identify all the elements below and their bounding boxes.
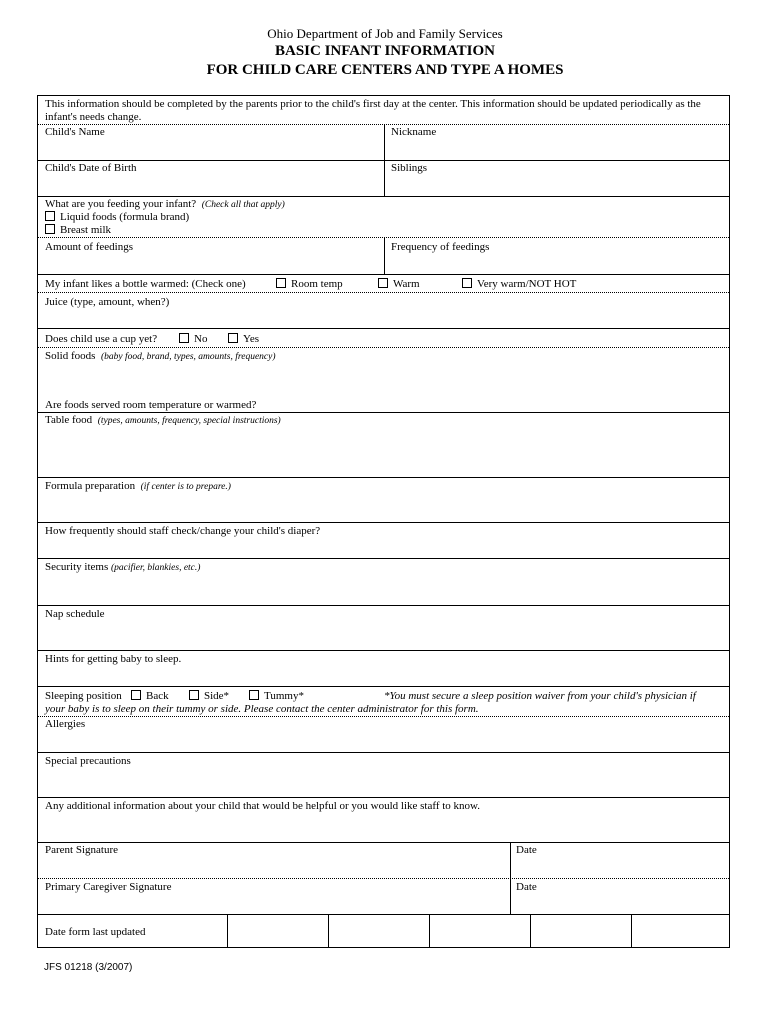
frequency-feedings-field[interactable] (385, 238, 729, 274)
bottle-warmed-row (38, 274, 729, 292)
siblings-label: Siblings (391, 162, 428, 174)
form-title-line1: BASIC INFANT INFORMATION (274, 43, 496, 59)
cup-yes-checkbox[interactable] (228, 333, 238, 343)
intro-row (38, 96, 729, 124)
date-updated-label-cell (38, 915, 227, 947)
special-precautions-row[interactable] (38, 752, 729, 797)
amount-feedings-field[interactable] (38, 238, 384, 274)
cup-question-label: Does child use a cup yet? (45, 333, 158, 345)
childs-name-field[interactable] (38, 125, 384, 160)
frequency-feedings-label: Frequency of feedings (391, 241, 490, 253)
liquid-foods-label: Liquid foods (formula brand) (60, 211, 190, 223)
side-option[interactable] (189, 690, 229, 703)
caregiver-signature-field[interactable] (38, 879, 510, 914)
formula-prep-label: Formula preparation (45, 480, 136, 492)
diaper-label: How frequently should staff check/change your child's diaper? (45, 525, 321, 537)
feeding-note: (Check all that apply) (201, 200, 285, 210)
form-number: JFS 01218 (3/2007) (44, 962, 133, 973)
parent-signature-row (38, 842, 729, 878)
allergies-row[interactable] (38, 716, 729, 752)
side-checkbox[interactable] (189, 690, 199, 700)
table-food-heading (45, 414, 281, 428)
diaper-row[interactable] (38, 522, 729, 558)
dob-label: Child's Date of Birth (45, 162, 137, 174)
dob-field[interactable] (38, 161, 384, 196)
parent-signature-label: Parent Signature (45, 844, 119, 856)
form-title-line2: FOR CHILD CARE CENTERS AND TYPE A HOMES (206, 62, 564, 78)
feeding-question (45, 198, 285, 212)
formula-prep-note: (if center is to prepare.) (140, 482, 231, 492)
hints-sleep-label: Hints for getting baby to sleep. (45, 653, 182, 665)
agency-name: Ohio Department of Job and Family Services (267, 26, 503, 41)
parent-signature-field[interactable] (38, 843, 510, 878)
security-items-row[interactable] (38, 558, 729, 605)
parent-date-field[interactable] (511, 843, 729, 878)
sleeping-position-label: Sleeping position (45, 690, 122, 702)
solid-foods-label: Solid foods (45, 350, 96, 362)
date-updated-label: Date form last updated (45, 926, 146, 938)
cup-no-option[interactable] (179, 333, 207, 346)
security-items-heading (45, 561, 200, 575)
breast-milk-label: Breast milk (60, 224, 112, 236)
room-temp-option[interactable] (276, 278, 343, 291)
breast-milk-option[interactable] (45, 224, 111, 237)
liquid-foods-option[interactable] (45, 211, 189, 224)
feedings-row (38, 237, 729, 274)
juice-label: Juice (type, amount, when?) (45, 296, 170, 308)
nap-schedule-row[interactable] (38, 605, 729, 650)
date-updated-cell-5[interactable] (632, 915, 729, 947)
caregiver-date-label: Date (516, 881, 537, 893)
additional-info-row[interactable] (38, 797, 729, 842)
date-updated-row (38, 914, 729, 947)
warm-label: Warm (393, 278, 420, 290)
bottle-warmed-label: My infant likes a bottle warmed: (Check one) (45, 278, 246, 290)
tummy-label: Tummy* (264, 690, 304, 702)
liquid-foods-checkbox[interactable] (45, 211, 55, 221)
juice-row[interactable] (38, 292, 729, 328)
intro-text: This information should be completed by the parents prior to the child's first day at the center. This information should be updated periodically as the infant's needs change. (45, 98, 701, 123)
breast-milk-checkbox[interactable] (45, 224, 55, 234)
room-temp-label: Room temp (291, 278, 343, 290)
table-food-label: Table food (45, 414, 93, 426)
warm-option[interactable] (378, 278, 420, 291)
back-checkbox[interactable] (131, 690, 141, 700)
special-precautions-label: Special precautions (45, 755, 131, 767)
cup-yes-option[interactable] (228, 333, 259, 346)
very-warm-option[interactable] (462, 278, 576, 291)
cup-row (38, 328, 729, 347)
siblings-field[interactable] (385, 161, 729, 196)
table-food-note: (types, amounts, frequency, special instructions) (97, 416, 281, 426)
side-label: Side* (204, 690, 230, 702)
date-updated-cell-3[interactable] (430, 915, 530, 947)
infant-info-form (37, 95, 730, 948)
dob-row (38, 160, 729, 196)
tummy-checkbox[interactable] (249, 690, 259, 700)
amount-feedings-label: Amount of feedings (45, 241, 133, 253)
tummy-option[interactable] (249, 690, 304, 703)
warm-checkbox[interactable] (378, 278, 388, 288)
cup-no-label: No (194, 333, 208, 345)
solid-foods-row[interactable] (38, 347, 729, 412)
parent-date-label: Date (516, 844, 537, 856)
table-food-row[interactable] (38, 412, 729, 477)
security-items-note: (pacifier, blankies, etc.) (111, 563, 201, 573)
additional-info-label: Any additional information about your child that would be helpful or you would like staff to know. (45, 800, 481, 812)
caregiver-date-field[interactable] (511, 879, 729, 914)
security-items-label: Security items (45, 561, 109, 573)
nickname-label: Nickname (391, 126, 437, 138)
hints-sleep-row[interactable] (38, 650, 729, 686)
name-row (38, 124, 729, 160)
nap-schedule-label: Nap schedule (45, 608, 105, 620)
formula-prep-heading (45, 480, 231, 494)
sleeping-position-row (38, 686, 729, 716)
back-option[interactable] (131, 690, 169, 703)
feeding-question-label: What are you feeding your infant? (45, 198, 197, 210)
solid-foods-note: (baby food, brand, types, amounts, frequency) (100, 352, 276, 362)
caregiver-signature-label: Primary Caregiver Signature (45, 881, 172, 893)
date-updated-cell-1[interactable] (228, 915, 328, 947)
feeding-row (38, 196, 729, 237)
form-header (0, 26, 770, 80)
childs-name-label: Child's Name (45, 126, 105, 138)
caregiver-signature-row (38, 878, 729, 914)
room-temp-checkbox[interactable] (276, 278, 286, 288)
formula-prep-row[interactable] (38, 477, 729, 522)
date-updated-cell-4[interactable] (531, 915, 631, 947)
very-warm-label: Very warm/NOT HOT (477, 278, 577, 290)
very-warm-checkbox[interactable] (462, 278, 472, 288)
cup-yes-label: Yes (243, 333, 260, 345)
date-updated-cell-2[interactable] (329, 915, 429, 947)
nickname-field[interactable] (385, 125, 729, 160)
back-label: Back (146, 690, 169, 702)
foods-served-label: Are foods served room temperature or warmed? (45, 399, 257, 411)
cup-no-checkbox[interactable] (179, 333, 189, 343)
waiver-note-line2: your baby is to sleep on their tummy or side. Please contact the center administrator for this form. (45, 703, 479, 715)
waiver-note-line1: *You must secure a sleep position waiver from your child's physician if (384, 690, 696, 702)
solid-foods-heading (45, 350, 276, 364)
allergies-label: Allergies (45, 718, 86, 730)
